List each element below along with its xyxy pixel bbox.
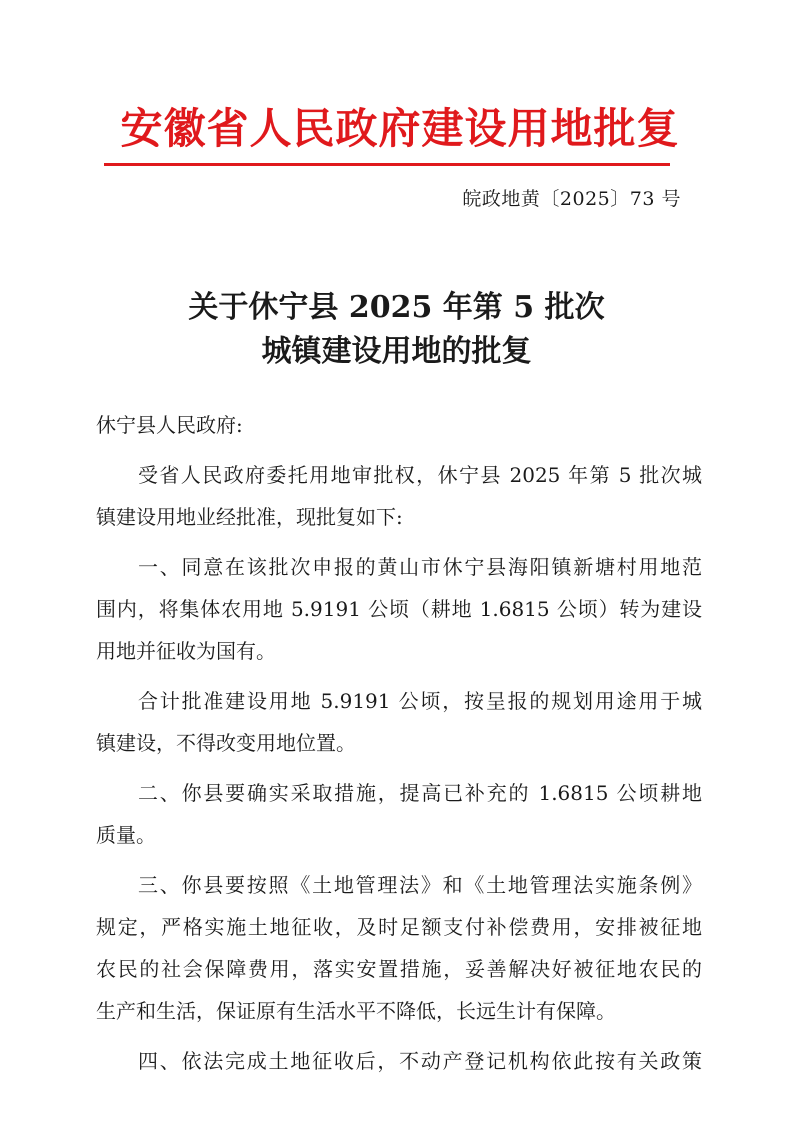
document-title-line-2: 城镇建设用地的批复 <box>261 334 532 369</box>
red-header-rule <box>104 163 670 166</box>
addressee: 休宁县人民政府: <box>96 413 243 437</box>
document-body <box>96 404 702 1082</box>
paragraph-item-3-line: 规定，严格实施土地征收，及时足额支付补偿费用，安排被征地 <box>96 915 702 939</box>
paragraph-item-2-line: 质量。 <box>96 823 156 847</box>
issuing-organization-header: 安徽省人民政府建设用地批复 <box>120 104 680 153</box>
document-title-line-1: 关于休宁县 2025 年第 5 批次 <box>188 290 605 325</box>
paragraph-item-3-line: 农民的社会保障费用，落实安置措施，妥善解决好被征地农民的 <box>96 957 702 981</box>
paragraph-item-1-line: 围内，将集体农用地 5.9191 公顷（耕地 1.6815 公顷）转为建设 <box>96 597 702 621</box>
paragraph-intro-line: 受省人民政府委托用地审批权，休宁县 2025 年第 5 批次城 <box>138 463 702 487</box>
paragraph-total-line: 镇建设，不得改变用地位置。 <box>96 731 356 755</box>
paragraph-item-4-line: 四、依法完成土地征收后，不动产登记机构依此按有关政策 <box>138 1049 702 1073</box>
paragraph-item-3-line: 三、你县要按照《土地管理法》和《土地管理法实施条例》 <box>138 873 702 897</box>
paragraph-total-line: 合计批准建设用地 5.9191 公顷，按呈报的规划用途用于城 <box>138 689 702 713</box>
paragraph-item-1-line: 用地并征收为国有。 <box>96 639 276 663</box>
paragraph-item-2-line: 二、你县要确实采取措施，提高已补充的 1.6815 公顷耕地 <box>138 781 702 805</box>
document-number: 皖政地黄〔2025〕73 号 <box>462 188 681 210</box>
paragraph-item-1-line: 一、同意在该批次申报的黄山市休宁县海阳镇新塘村用地范 <box>138 555 702 579</box>
paragraph-item-3-line: 生产和生活，保证原有生活水平不降低，长远生计有保障。 <box>96 999 616 1023</box>
paragraph-intro-line: 镇建设用地业经批准，现批复如下: <box>96 505 403 529</box>
